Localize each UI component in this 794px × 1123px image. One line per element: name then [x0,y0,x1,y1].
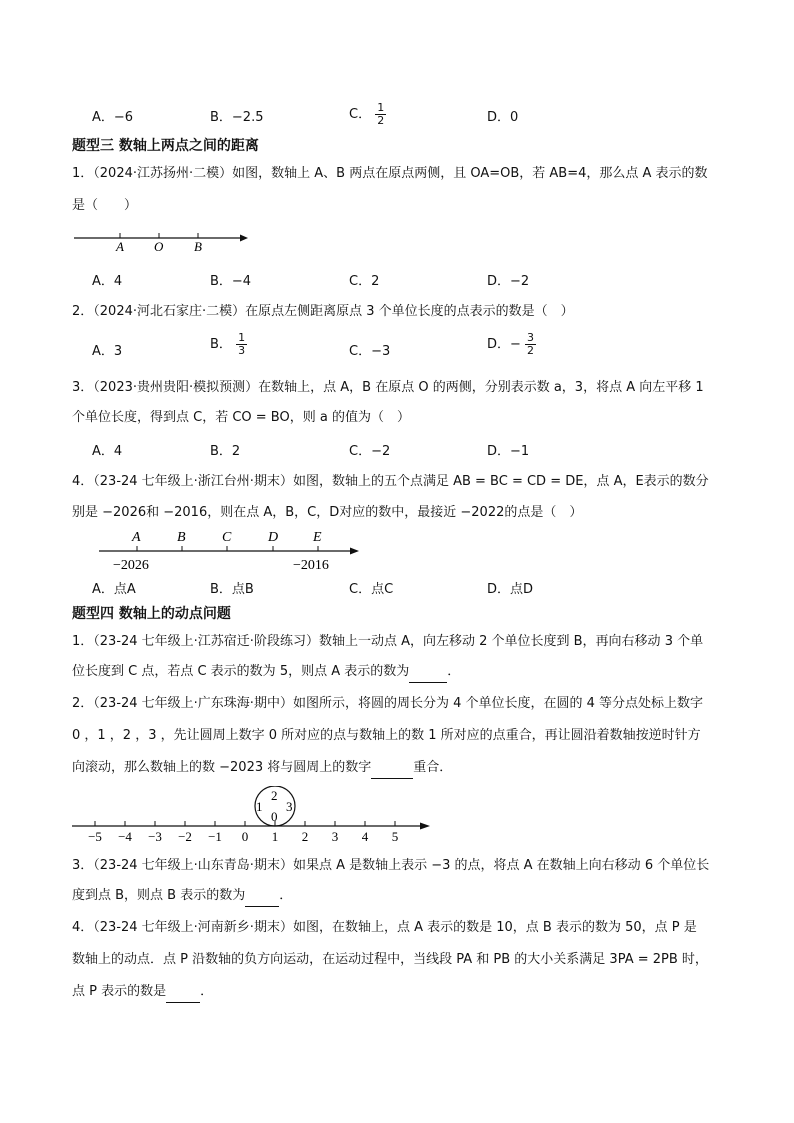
tick-label: 0 [241,829,249,844]
option-c-label: C． [349,107,372,122]
tick-label: −2 [178,829,192,844]
question-line [72,662,460,683]
tick-label: 3 [331,829,339,844]
option-d: D．点D [487,582,534,597]
point-label-e: E [313,530,322,545]
option-b: B．点B [210,582,254,597]
point-label-a: A [132,530,141,545]
option-a: A．4 [92,444,123,459]
point-label-b: B [194,239,202,254]
question-line: 是（ ） [72,198,138,213]
fraction [525,332,536,357]
point-label-b: B [177,530,186,545]
question-line: 数轴上的动点．点 P 沿数轴的负方向运动，在运动过程中，当线段 PA 和 PB 的大小关系满足 3PA = 2PB 时， [72,952,708,967]
circle-digit-2: 2 [271,788,278,803]
fraction-denominator: 2 [527,344,535,357]
value-label: −2026 [113,558,149,573]
axis-arrow [350,548,359,555]
number-line-figure [95,525,365,575]
tick-label: 2 [301,829,309,844]
answer-blank[interactable] [371,758,413,779]
option-c: C．点C [349,582,394,597]
point-label-d: D [268,530,279,545]
option-b: B．2 [210,444,241,459]
tick-label: −5 [88,829,102,844]
option-d: D．−1 [487,444,530,459]
option-d: D．0 [487,110,519,125]
circle-number-line-figure [70,786,440,846]
point-label-o: O [154,239,164,254]
option-c: C．2 [349,274,380,289]
question-line: 1．（2024·江苏扬州·二模）如图，数轴上 A、B 两点在原点两侧，且 OA=OB，若 AB=4，那么点 A 表示的数 [72,166,708,181]
option-c: C．−3 [349,344,391,359]
option-a: A．−6 [92,110,134,125]
question-line [72,886,292,907]
tick-label: −3 [148,829,162,844]
value-label: −2016 [293,558,329,573]
circle-digit-1: 1 [256,799,263,814]
question-text: 重合． [413,760,453,775]
tick-label: −1 [208,829,222,844]
question-text: ． [200,984,214,999]
tick-label: 5 [391,829,399,844]
question-line: 0 ，1 ，2 ，3 ，先让圆周上数字 0 所对应的点与数轴上的数 1 所对应的点重合，再让圆沿着数轴按逆时针方 [72,728,701,743]
option-a: A．点A [92,582,136,597]
fraction [236,332,247,357]
question-line [72,758,452,779]
axis-ticks [88,821,398,844]
axis-arrow [240,235,248,242]
question-text: 位长度到 C 点，若点 C 表示的数为 5，则点 A 表示的数为 [72,664,410,679]
question-text: 向滚动，那么数轴上的数 −2023 将与圆周上的数字 [72,760,372,775]
question-line: 1．（23-24 七年级上·江苏宿迁·阶段练习）数轴上一动点 A，向左移动 2 个单位长度到 B，再向右移动 3 个单 [72,634,704,649]
option-b [210,332,247,357]
question-line: 个单位长度，得到点 C，若 CO = BO，则 a 的值为（ ） [72,410,410,425]
question-text: ． [447,664,461,679]
question-line: 2．（2024·河北石家庄·二模）在原点左侧距离原点 3 个单位长度的点表示的数是（ ） [72,304,574,319]
point-label-a: A [116,239,124,254]
option-b: B．−4 [210,274,252,289]
tick-label: 1 [271,829,279,844]
circle-digit-0: 0 [271,809,278,824]
option-b: B．−2.5 [210,110,264,125]
question-text: ． [279,888,293,903]
circle-digit-3: 3 [286,799,293,814]
option-c [349,102,386,127]
option-d: D．−2 [487,274,530,289]
answer-blank[interactable] [245,886,279,907]
option-c: C．−2 [349,444,391,459]
question-line: 4．（23-24 七年级上·河南新乡·期末）如图，在数轴上，点 A 表示的数是 10，点 B 表示的数为 50，点 P 是 [72,920,697,935]
option-a: A．4 [92,274,123,289]
fraction [375,102,386,127]
question-text: 点 P 表示的数是 [72,984,167,999]
question-line: 别是 −2026和 −2016，则在点 A，B，C，D对应的数中，最接近 −2022的点是（ ） [72,505,583,520]
section-title: 题型四 数轴上的动点问题 [72,606,231,622]
fraction-numerator: 3 [527,331,535,344]
fraction-numerator: 1 [238,331,246,344]
question-line: 3．（23-24 七年级上·山东青岛·期末）如果点 A 是数轴上表示 −3 的点，将点 A 在数轴上向右移动 6 个单位长 [72,858,710,873]
question-line: 2．（23-24 七年级上·广东珠海·期中）如图所示，将圆的周长分为 4 个单位长度，在圆的 4 等分点处标上数字 [72,696,704,711]
question-line: 3．（2023·贵州贵阳·模拟预测）在数轴上，点 A，B 在原点 O 的两侧，分别表示数 a，3，将点 A 向左平移 1 [72,380,704,395]
number-line-figure [72,226,252,254]
fraction-denominator: 2 [377,114,385,127]
axis-arrow [420,823,430,830]
fraction-denominator: 3 [238,344,246,357]
tick-label: 4 [361,829,369,844]
answer-blank[interactable] [409,662,447,683]
tick-label: −4 [118,829,132,844]
fraction-numerator: 1 [377,101,385,114]
question-line: 4．（23-24 七年级上·浙江台州·期末）如图，数轴上的五个点满足 AB = BC = CD = DE，点 A，E表示的数分 [72,474,709,489]
question-text: 度到点 B，则点 B 表示的数为 [72,888,246,903]
option-d-label: D．− [487,337,521,352]
point-label-c: C [222,530,232,545]
option-a: A．3 [92,344,123,359]
option-d [487,332,536,357]
option-b-label: B． [210,337,232,352]
question-line [72,982,213,1003]
section-title: 题型三 数轴上两点之间的距离 [72,138,259,154]
answer-blank[interactable] [166,982,200,1003]
